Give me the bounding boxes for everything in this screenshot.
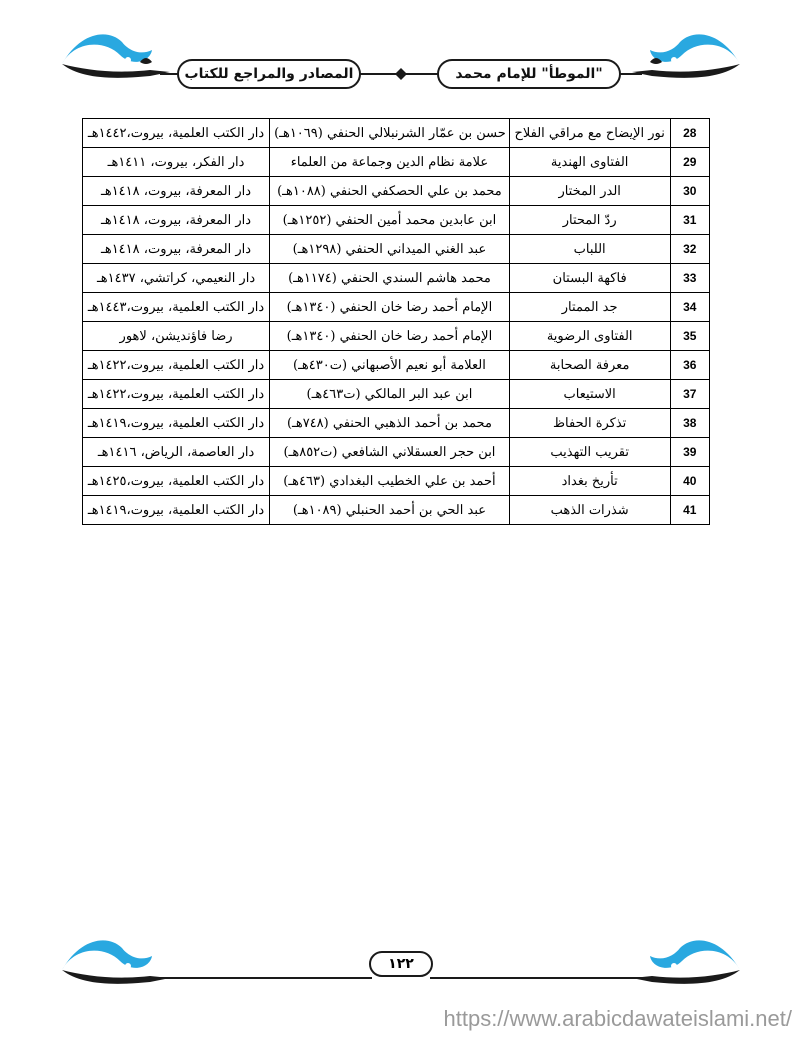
book-title-cell: جد الممتار [509,293,670,322]
book-title-cell: الفتاوى الهندية [509,148,670,177]
publisher-cell: دار المعرفة، بيروت، ١٤١٨هـ [83,206,270,235]
publisher-cell: رضا فاؤنديشن، لاهور [83,322,270,351]
table-row [83,177,710,206]
header-book-title-label: "الموطأ" للإمام محمد [455,66,603,82]
page-footer [0,940,802,1000]
publisher-cell: دار النعيمي، كراتشي، ١٤٣٧هـ [83,264,270,293]
author-cell: ابن عابدين محمد أمين الحنفي (١٢٥٢هـ) [270,206,510,235]
author-cell: حسن بن عمّار الشرنبلالي الحنفي (١٠٦٩هـ) [270,119,510,148]
row-number-cell: 39 [670,438,709,467]
publisher-cell: دار الكتب العلمية، بيروت،١٤١٩هـ [83,409,270,438]
footer-left-wave-ornament [62,940,170,983]
watermark-url: https://www.arabicdawateislami.net/ [443,1006,792,1031]
footer-right-wave-ornament [632,940,740,983]
row-number-cell: 41 [670,496,709,525]
author-cell: عبد الحي بن أحمد الحنبلي (١٠٨٩هـ) [270,496,510,525]
book-title-cell: شذرات الذهب [509,496,670,525]
author-cell: محمد هاشم السندي الحنفي (١١٧٤هـ) [270,264,510,293]
author-cell: ابن عبد البر المالكي (ت٤٦٣هـ) [270,380,510,409]
row-number-cell: 32 [670,235,709,264]
table-row [83,235,710,264]
row-number-cell: 33 [670,264,709,293]
row-number-cell: 29 [670,148,709,177]
header-book-section-label: المصادر والمراجع للكتاب [184,66,354,82]
header-ornament [0,0,802,110]
author-cell: ابن حجر العسقلاني الشافعي (ت٨٥٢هـ) [270,438,510,467]
book-title-cell: الدر المختار [509,177,670,206]
author-cell: محمد بن أحمد الذهبي الحنفي (٧٤٨هـ) [270,409,510,438]
table-row [83,206,710,235]
publisher-cell: دار الفكر، بيروت، ١٤١١هـ [83,148,270,177]
book-title-cell: تذكرة الحفاظ [509,409,670,438]
table-row [83,264,710,293]
table-row [83,322,710,351]
author-cell: محمد بن علي الحصكفي الحنفي (١٠٨٨هـ) [270,177,510,206]
publisher-cell: دار الكتب العلمية، بيروت،١٤١٩هـ [83,496,270,525]
table-row [83,438,710,467]
author-cell: الإمام أحمد رضا خان الحنفي (١٣٤٠هـ) [270,293,510,322]
row-number-cell: 30 [670,177,709,206]
row-number-cell: 35 [670,322,709,351]
table-row [83,351,710,380]
publisher-cell: دار الكتب العلمية، بيروت،١٤٢٢هـ [83,380,270,409]
table-row [83,293,710,322]
publisher-cell: دار العاصمة، الرياض، ١٤١٦هـ [83,438,270,467]
row-number-cell: 40 [670,467,709,496]
book-title-cell: نور الإيضاح مع مراقي الفلاح [509,119,670,148]
table-row [83,380,710,409]
left-wave-ornament [62,34,170,77]
book-title-cell: الاستيعاب [509,380,670,409]
author-cell: الإمام أحمد رضا خان الحنفي (١٣٤٠هـ) [270,322,510,351]
references-table-body [83,119,710,525]
row-number-cell: 36 [670,351,709,380]
references-table [82,118,710,525]
page-number: ١٢٢ [388,956,414,972]
book-title-cell: معرفة الصحابة [509,351,670,380]
publisher-cell: دار المعرفة، بيروت، ١٤١٨هـ [83,177,270,206]
right-wave-ornament [632,34,740,77]
row-number-cell: 37 [670,380,709,409]
row-number-cell: 31 [670,206,709,235]
author-cell: أحمد بن علي الخطيب البغدادي (٤٦٣هـ) [270,467,510,496]
book-title-cell: اللباب [509,235,670,264]
row-number-cell: 34 [670,293,709,322]
author-cell: عبد الغني الميداني الحنفي (١٢٩٨هـ) [270,235,510,264]
table-row [83,119,710,148]
publisher-cell: دار الكتب العلمية، بيروت،١٤٤٣هـ [83,293,270,322]
table-row [83,148,710,177]
table-row [83,467,710,496]
publisher-cell: دار الكتب العلمية، بيروت،١٤٢٥هـ [83,467,270,496]
table-row [83,496,710,525]
publisher-cell: دار الكتب العلمية، بيروت،١٤٤٢هـ [83,119,270,148]
book-title-cell: الفتاوى الرضوية [509,322,670,351]
row-number-cell: 28 [670,119,709,148]
book-title-cell: ردّ المحتار [509,206,670,235]
table-row [83,409,710,438]
row-number-cell: 38 [670,409,709,438]
author-cell: العلامة أبو نعيم الأصبهاني (ت٤٣٠هـ) [270,351,510,380]
book-title-cell: تأريخ بغداد [509,467,670,496]
author-cell: علامة نظام الدين وجماعة من العلماء [270,148,510,177]
book-title-cell: فاكهة البستان [509,264,670,293]
page-header [0,0,802,110]
book-title-cell: تقريب التهذيب [509,438,670,467]
publisher-cell: دار المعرفة، بيروت، ١٤١٨هـ [83,235,270,264]
publisher-cell: دار الكتب العلمية، بيروت،١٤٢٢هـ [83,351,270,380]
